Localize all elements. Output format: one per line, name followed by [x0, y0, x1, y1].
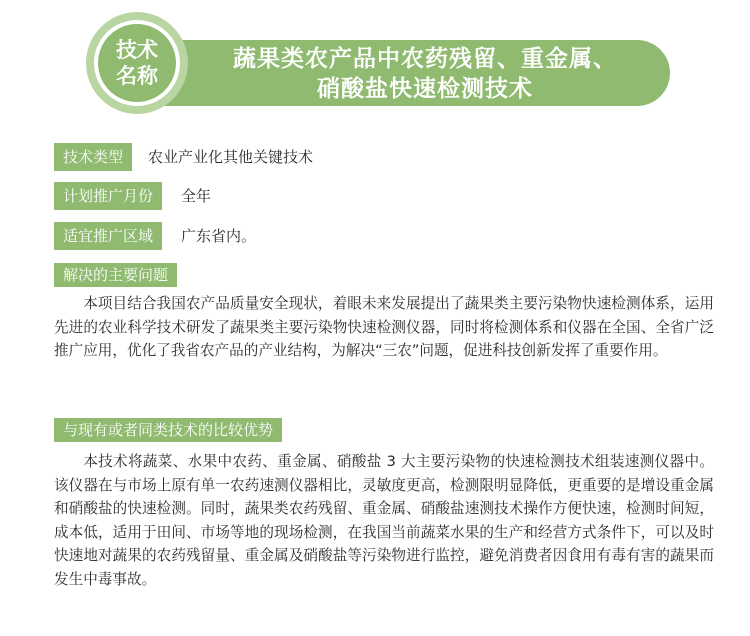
title-line-1: 蔬果类农产品中农药残留、重金属、	[233, 46, 617, 72]
promotion-region-label: 适宜推广区域	[54, 222, 162, 250]
badge-line-2: 名称	[116, 64, 158, 88]
tech-name-badge	[98, 24, 176, 102]
tech-name-title	[190, 44, 660, 104]
title-line-2: 硝酸盐快速检测技术	[317, 76, 533, 102]
tech-type-value: 农业产业化其他关键技术	[148, 148, 314, 166]
promotion-month-value: 全年	[181, 187, 212, 205]
badge-line-1: 技术	[116, 38, 158, 62]
promotion-region-value: 广东省内。	[181, 227, 257, 245]
problem-paragraph: 本项目结合我国农产品质量安全现状，着眼未来发展提出了蔬果类主要污染物快速检测体系，运用先进的农业科学技术研发了蔬果类主要污染物快速检测仪器，同时将检测体系和仪器在全国、全省广泛推广应用，优化了我省农产品的产业结构，为解决“三农”问题，促进科技创新发挥了重要作用。	[54, 295, 714, 359]
promotion-month-label: 计划推广月份	[54, 182, 162, 210]
advantage-paragraph: 本技术将蔬菜、水果中农药、重金属、硝酸盐 3 大主要污染物的快速检测技术组装速测仪器中。该仪器在与市场上原有单一农药速测仪器相比，灵敏度更高，检测限明显降低，更重要的是增设重金属和硝酸盐的快速检测。同时，蔬果类农药残留、重金属、硝酸盐速测技术操作方便快速，检测时间短，成本低，适用于田间、市场等地的现场检测，在我国当前蔬菜水果的生产和经营方式条件下，可以及时快速地对蔬果的农药残留量、重金属及硝酸盐等污染物进行监控，避免消费者因食用有毒有害的蔬果而发生中毒事故。	[54, 453, 714, 588]
advantage-heading: 与现有或者同类技术的比较优势	[54, 418, 282, 442]
tech-type-label: 技术类型	[54, 143, 132, 171]
problem-heading: 解决的主要问题	[54, 263, 177, 287]
